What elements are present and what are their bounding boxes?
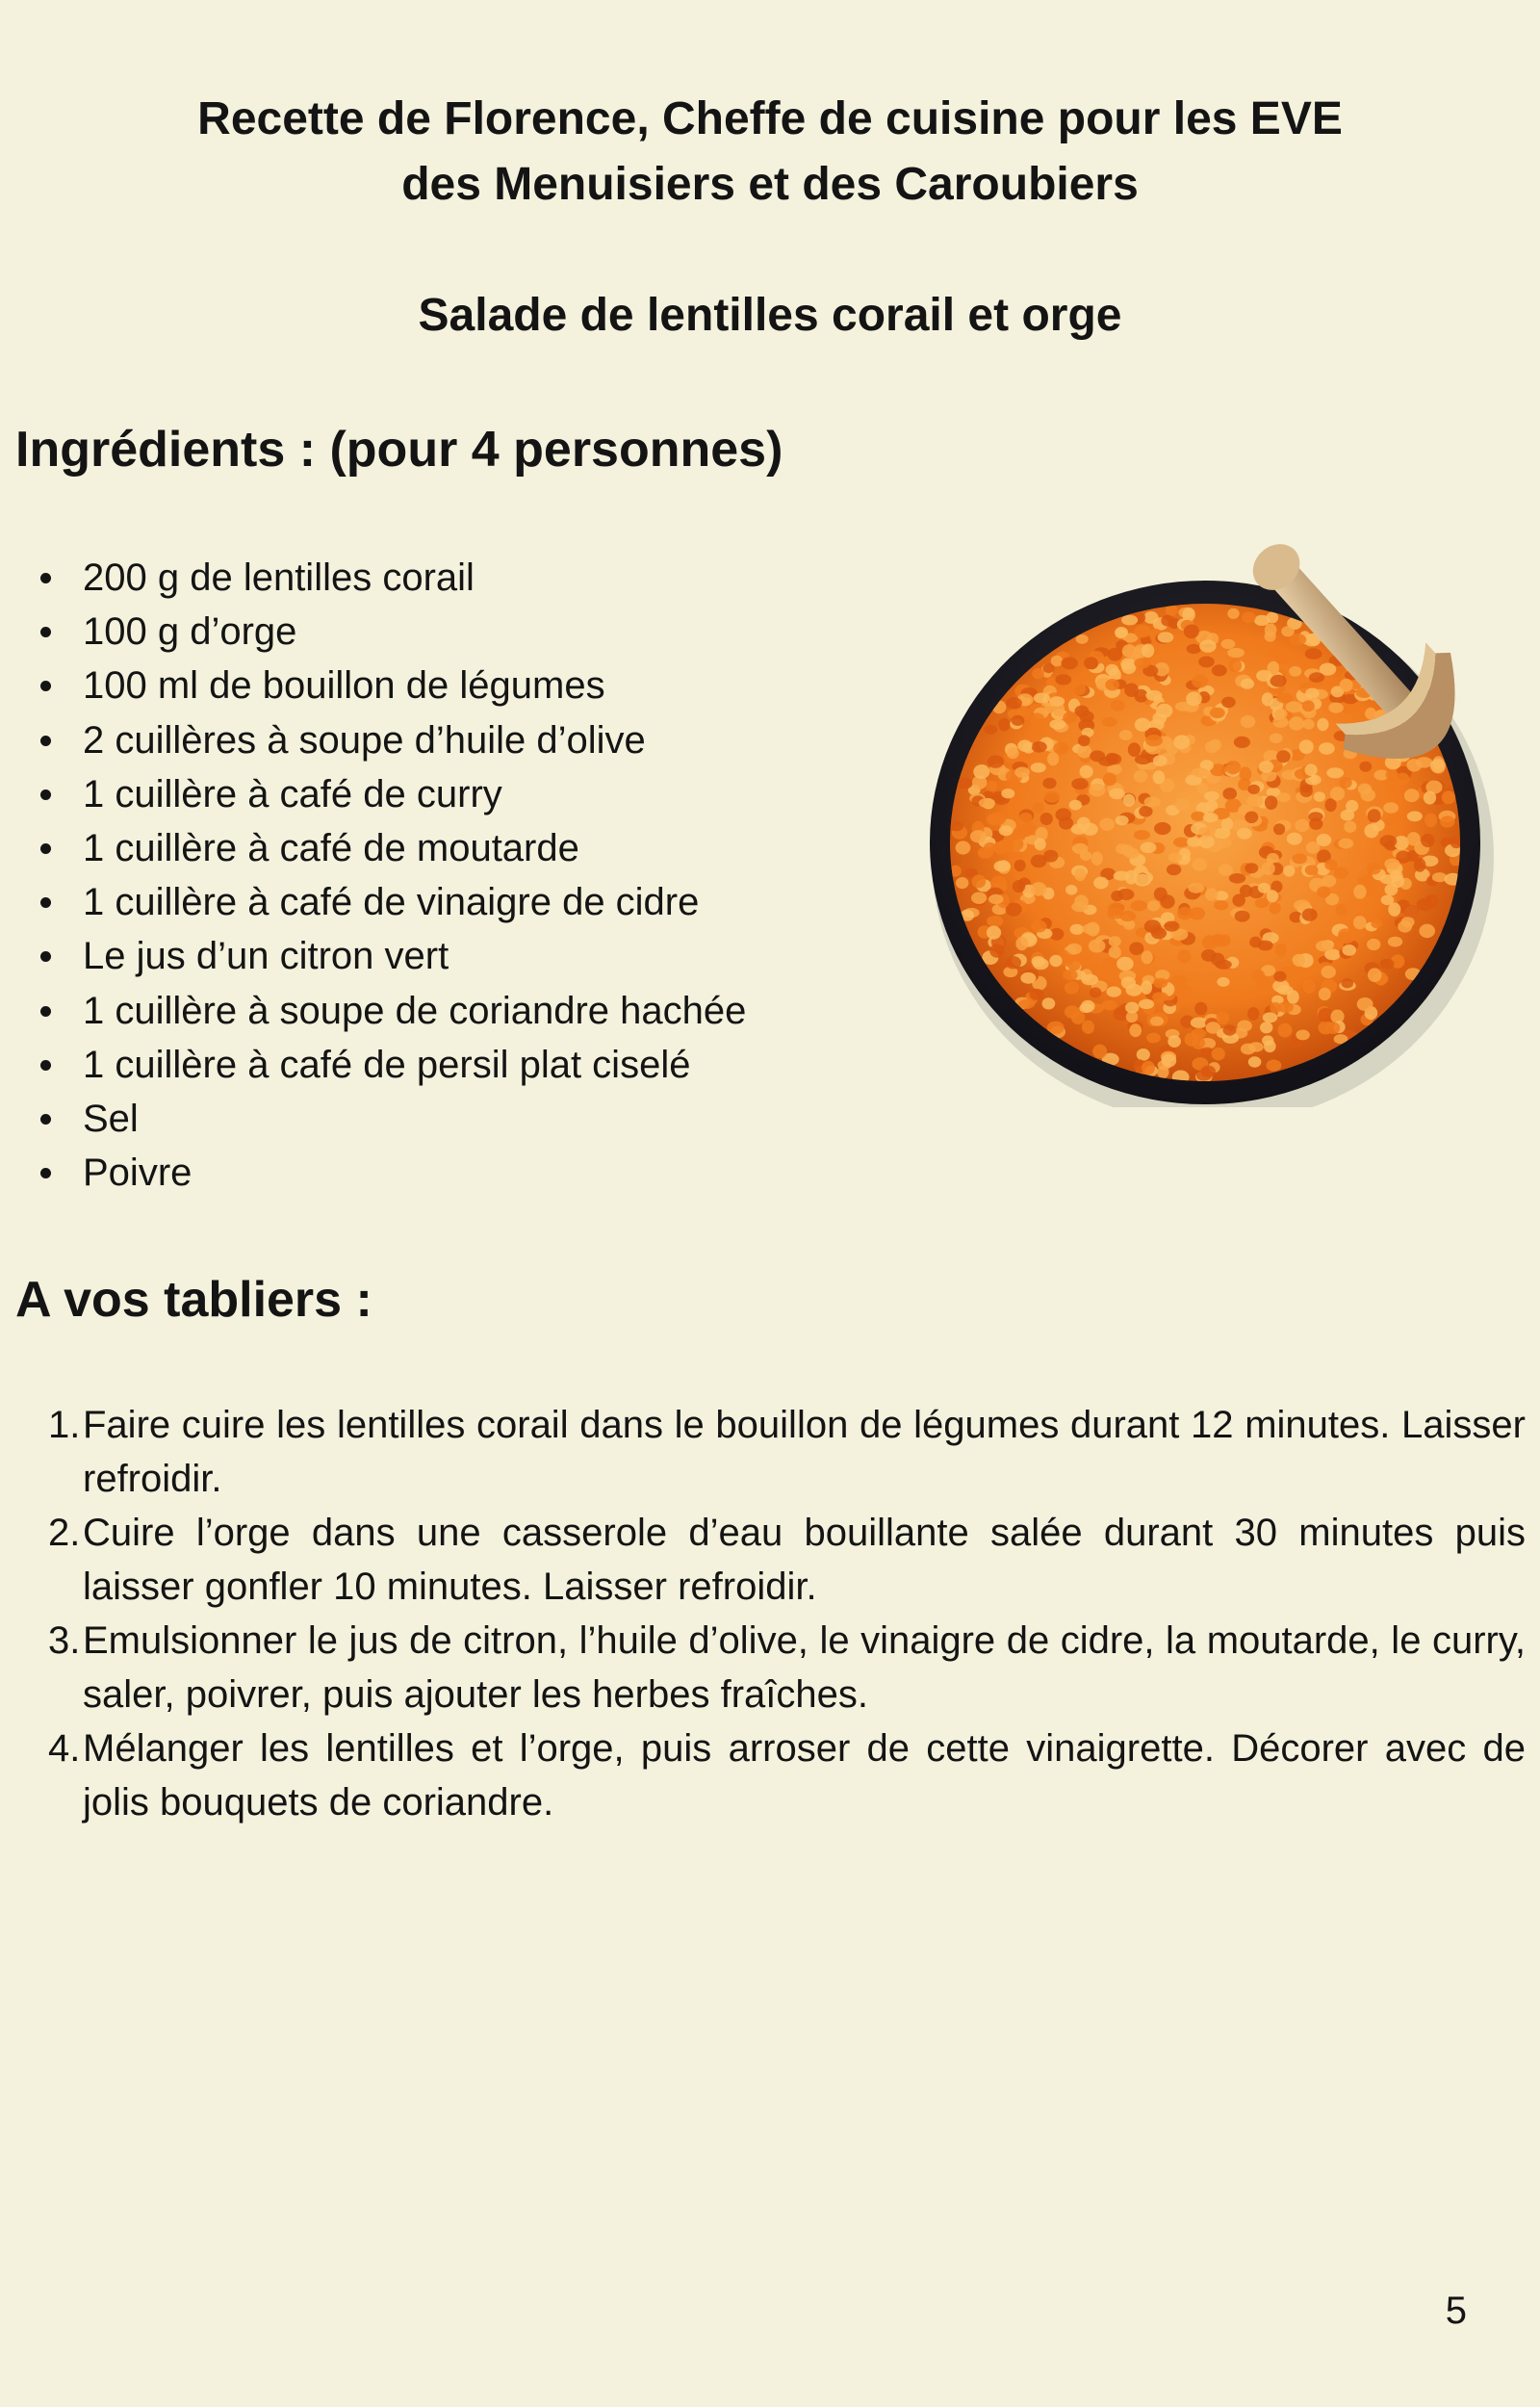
ingredient-item: 100 g d’orge [0,605,924,659]
recipe-title: Salade de lentilles corail et orge [418,290,1122,341]
step-text: Faire cuire les lentilles corail dans le bouillon de légumes durant 12 minutes. Laisser refroidir. [83,1404,1526,1500]
page-number: 5 [1445,2290,1467,2332]
steps-list [0,1398,1526,1829]
ingredients-list [0,551,924,1200]
ingredient-item: 200 g de lentilles corail [0,551,924,605]
step-item [0,1398,1526,1506]
ingredient-item: 1 cuillère à café de vinaigre de cidre [0,875,924,929]
ingredient-item: 1 cuillère à café de moutarde [0,821,924,875]
ingredient-item: 2 cuillères à soupe d’huile d’olive [0,713,924,767]
step-item [0,1506,1526,1614]
step-number: 4. [48,1727,81,1770]
ingredient-item: Sel [0,1092,924,1146]
title-line-2: des Menuisiers et des Caroubiers [401,159,1139,210]
page-title [96,87,1444,218]
ingredient-item: Le jus d’un citron vert [0,929,924,983]
ingredient-item: 1 cuillère à café de persil plat ciselé [0,1038,924,1092]
title-line-1: Recette de Florence, Cheffe de cuisine pour les EVE [197,93,1343,144]
step-text: Mélanger les lentilles et l’orge, puis arroser de cette vinaigrette. Décorer avec de jolis bouquets de coriandre. [83,1727,1526,1824]
step-item [0,1721,1526,1829]
ingredient-item: 1 cuillère à soupe de coriandre hachée [0,984,924,1038]
step-number: 1. [48,1404,81,1446]
step-text: Cuire l’orge dans une casserole d’eau bouillante salée durant 30 minutes puis laisser gonfler 10 minutes. Laisser refroidir. [83,1512,1526,1608]
step-item [0,1614,1526,1721]
ingredient-item: 100 ml de bouillon de légumes [0,659,924,712]
step-number: 2. [48,1512,81,1554]
ingredient-item: 1 cuillère à café de curry [0,767,924,821]
steps-heading: A vos tabliers : [15,1272,372,1328]
ingredients-heading: Ingrédients : (pour 4 personnes) [15,422,783,478]
step-number: 3. [48,1619,81,1662]
step-text: Emulsionner le jus de citron, l’huile d’olive, le vinaigre de cidre, la moutarde, le curry, saler, poivrer, puis ajouter les herbes fraîches. [83,1619,1526,1716]
ingredient-item: Poivre [0,1146,924,1200]
lentil-bowl-image [924,510,1540,1107]
